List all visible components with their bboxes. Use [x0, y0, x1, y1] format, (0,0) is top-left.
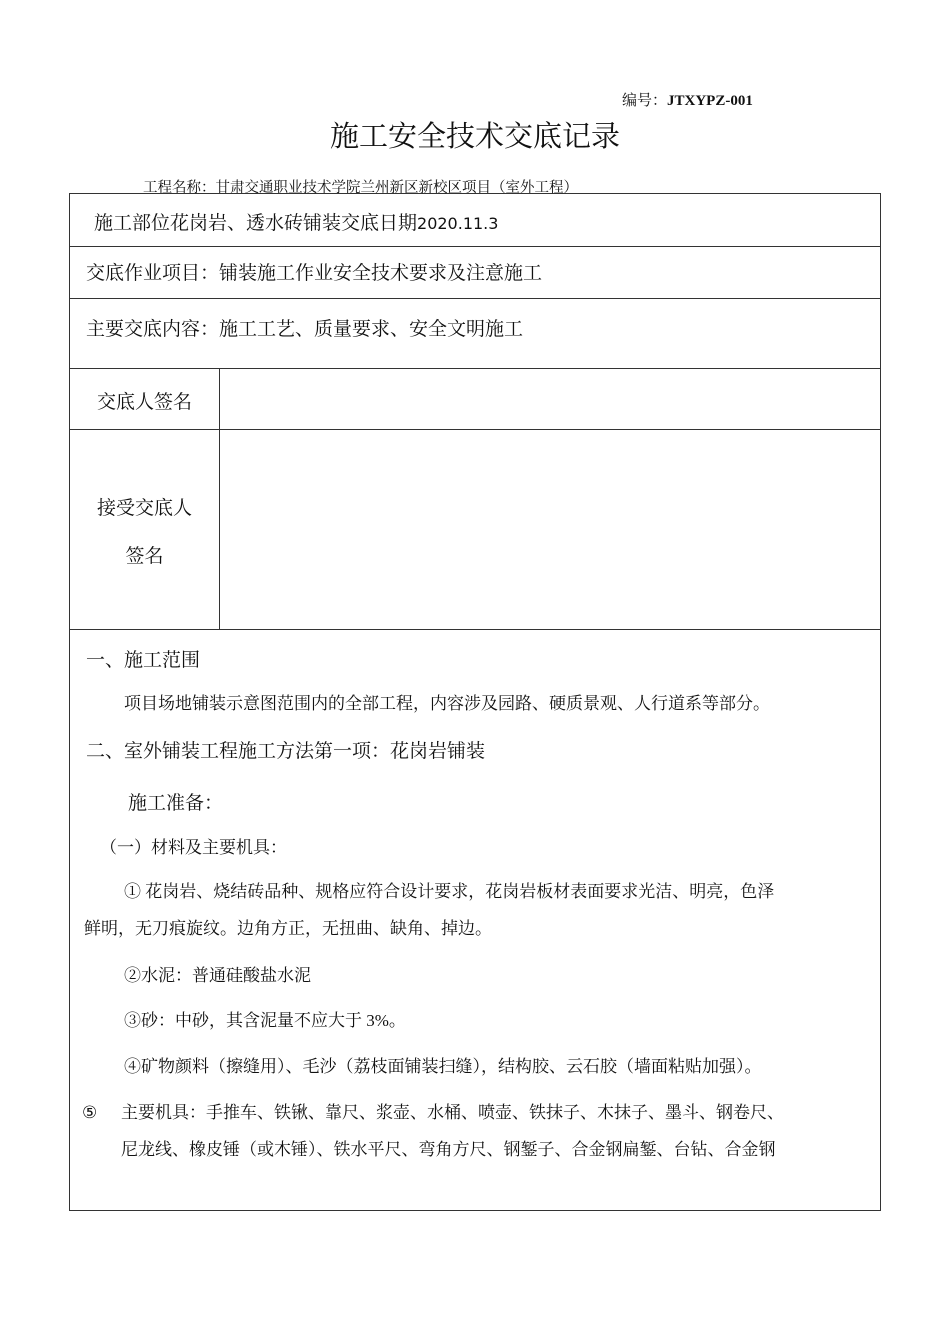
construction-part-text: 施工部位花岗岩、透水砖铺装交底日期 [94, 212, 418, 234]
work-item-value: 铺装施工作业安全技术要求及注意施工 [219, 262, 543, 284]
main-content-value: 施工工艺、质量要求、安全文明施工 [219, 319, 524, 340]
signature-column-divider [219, 369, 220, 630]
material-item-5-line1: 主要机具：手推车、铁锹、靠尺、浆壶、水桶、喷壶、铁抹子、木抹子、墨斗、钢卷尺、 [121, 1103, 784, 1122]
material-item-4: ④矿物颜料（擦缝用）、毛沙（荔枝面铺装扫缝），结构胶、云石胶（墙面粘贴加强）。 [124, 1057, 762, 1076]
receiver-signature-row [70, 430, 880, 630]
material-item-5-line2: 尼龙线、橡皮锤（或木锤）、铁水平尺、弯角方尺、钢錾子、合金钢扁錾、台钻、合金钢 [121, 1140, 776, 1159]
briefer-signature-label: 交底人签名 [96, 391, 192, 413]
page-title: 施工安全技术交底记录 [329, 119, 620, 153]
material-item-1-line2: 鲜明，无刀痕旋纹。边角方正，无扭曲、缺角、掉边。 [84, 919, 492, 938]
document-number-code: JTXYPZ-001 [667, 93, 753, 109]
main-content-label: 主要交底内容： [86, 318, 220, 340]
material-item-3: ③砂：中砂，其含泥量不应大于 3%。 [124, 1011, 406, 1030]
document-number [622, 89, 753, 110]
material-item-5-marker: ⑤ [82, 1103, 98, 1122]
preparation-heading: 施工准备： [128, 792, 224, 814]
material-item-1-line1: ① 花岗岩、烧结砖品种、规格应符合设计要求，花岗岩板材表面要求光洁、明亮，色泽 [124, 882, 775, 901]
material-item-2: ②水泥：普通硅酸盐水泥 [124, 966, 311, 985]
materials-heading: （一）材料及主要机具： [100, 838, 287, 857]
work-item-row [70, 247, 880, 299]
receiver-signature-label-line2: 签名 [125, 545, 164, 567]
document-number-label: 编号： [622, 93, 668, 109]
section1-text: 项目场地铺装示意图范围内的全部工程，内容涉及园路、硬质景观、人行道系等部分。 [124, 694, 770, 713]
main-content-row [70, 299, 880, 369]
construction-part-row [70, 194, 880, 247]
project-name: 工程名称：甘肃交通职业技术学院兰州新区新校区项目（室外工程） [143, 180, 578, 196]
section2-heading: 二、室外铺装工程施工方法第一项：花岗岩铺装 [86, 740, 486, 762]
briefing-date: 2020.11.3 [417, 214, 499, 233]
section1-heading: 一、施工范围 [86, 649, 201, 671]
work-item-label: 交底作业项目： [86, 262, 220, 284]
briefer-signature-row [70, 369, 880, 430]
briefing-form [69, 193, 881, 1211]
receiver-signature-label-line1: 接受交底人 [96, 497, 192, 519]
